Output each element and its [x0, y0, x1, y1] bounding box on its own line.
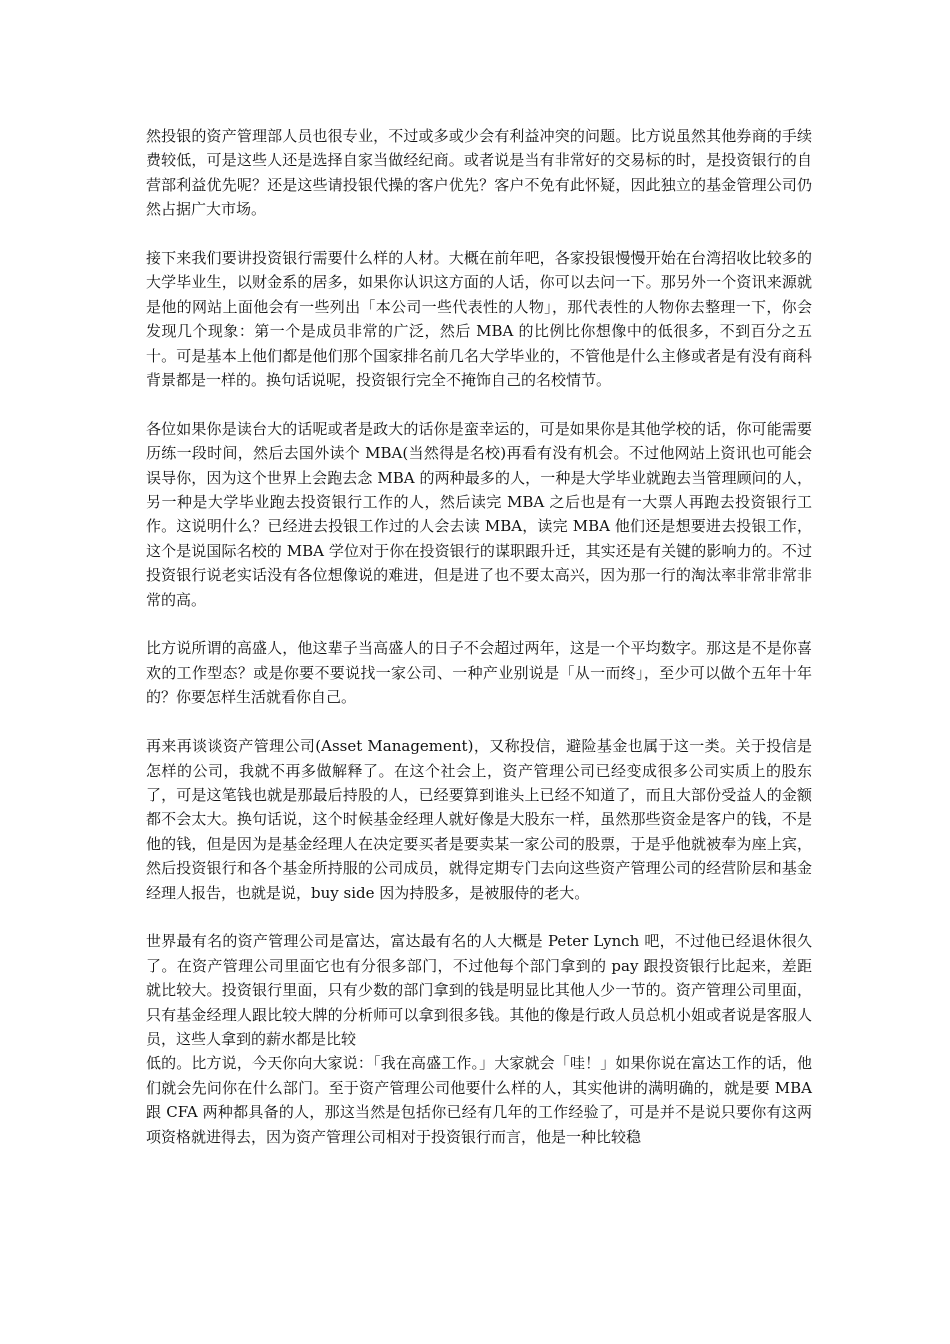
paragraph-asset-management-conflict: 然投银的资产管理部人员也很专业，不过或多或少会有利益冲突的问题。比方说虽然其他券商的手续费较低，可是这些人还是选择自家当做经纪商。或者说是当有非常好的交易标的时，是投资银行的自营部利益优先呢？还是这些请投银代操的客户优先？客户不免有此怀疑，因此独立的基金管理公司仍然占据广大市场。 — [146, 127, 812, 219]
paragraph-goldman-tenure: 比方说所谓的高盛人，他这辈子当高盛人的日子不会超过两年，这是一个平均数字。那这是不是你喜欢的工作型态？或是你要不要说找一家公司、一种产业别说是「从一而终」，至少可以做个五年十年的？你要怎样生活就看你自己。 — [146, 639, 812, 707]
paragraph-fidelity-continued: 低的。比方说，今天你向大家说：「我在高盛工作。」大家就会「哇！」如果你说在富达工作的话，他们就会先问你在什么部门。至于资产管理公司他要什么样的人，其实他讲的满明确的，就是要 MBA 跟 CFA 两种都具备的人，那这当然是包括你已经有几年的工作经验了，可是并不是说只要你有这两项资格就进得去，因为资产管理公司相对于投资银行而言，他是一种比较稳 — [146, 1054, 812, 1146]
paragraph-asset-management-companies: 再来再谈谈资产管理公司(Asset Management)，又称投信，避险基金也属于这一类。关于投信是怎样的公司，我就不再多做解释了。在这个社会上，资产管理公司已经变成很多公司实质上的股东了，可是这笔钱也就是那最后持股的人，已经要算到谁头上已经不知道了，而且大部份受益人的金额都不会太大。换句话说，这个时候基金经理人就好像是大股东一样，虽然那些资金是客户的钱，不是他的钱，但是因为是基金经理人在决定要买者是要卖某一家公司的股票，于是乎他就被奉为座上宾，然后投资银行和各个基金所持服的公司成员，就得定期专门去向这些资产管理公司的经营阶层和基金经理人报告，也就是说，buy side 因为持股多，是被服侍的老大。 — [146, 737, 812, 902]
paragraph-mba-and-schools: 各位如果你是读台大的话呢或者是政大的话你是蛮幸运的，可是如果你是其他学校的话，你可能需要历练一段时间，然后去国外读个 MBA(当然得是名校)再看有没有机会。不过他网站上资讯也可能会误导你，因为这个世界上会跑去念 MBA 的两种最多的人，一种是大学毕业就跑去当管理顾问的人，另一种是大学毕业跑去投资银行工作的人，然后读完 MBA 之后也是有一大票人再跑去投资银行工作。这说明什么？已经进去投银工作过的人会去读 MBA，读完 MBA 他们还是想要进去投银工作，这个是说国际名校的 MBA 学位对于你在投资银行的谋职跟升迁，其实还是有关键的影响力的。不过投资银行说老实话没有各位想像说的难进，但是进了也不要太高兴，因为那一行的淘汰率非常非常非常的高。 — [146, 419, 812, 609]
paragraph-fidelity: 世界最有名的资产管理公司是富达，富达最有名的人大概是 Peter Lynch 吧，不过他已经退休很久了。在资产管理公司里面它也有分很多部门，不过他每个部门拿到的 pay 跟投资银行比起来，差距就比较大。投资银行里面，只有少数的部门拿到的钱是明显比其他人少一节的。资产管理公司里面，只有基金经理人跟比较大牌的分析师可以拿到很多钱。其他的像是行政人员总机小姐或者说是客服人员，这些人拿到的薪水都是比较 — [146, 932, 812, 1048]
document-body — [146, 124, 812, 1149]
paragraph-investment-bank-talent: 接下来我们要讲投资银行需要什么样的人材。大概在前年吧，各家投银慢慢开始在台湾招收比较多的大学毕业生，以财金系的居多，如果你认识这方面的人话，你可以去问一下。那另外一个资讯来源就是他的网站上面他会有一些列出「本公司一些代表性的人物」，那代表性的人物你去整理一下，你会发现几个现象：第一个是成员非常的广泛，然后 MBA 的比例比你想像中的低很多，不到百分之五十。可是基本上他们都是他们那个国家排名前几名大学毕业的，不管他是什么主修或者是有没有商科背景都是一样的。换句话说呢，投资银行完全不掩饰自己的名校情节。 — [146, 249, 812, 390]
